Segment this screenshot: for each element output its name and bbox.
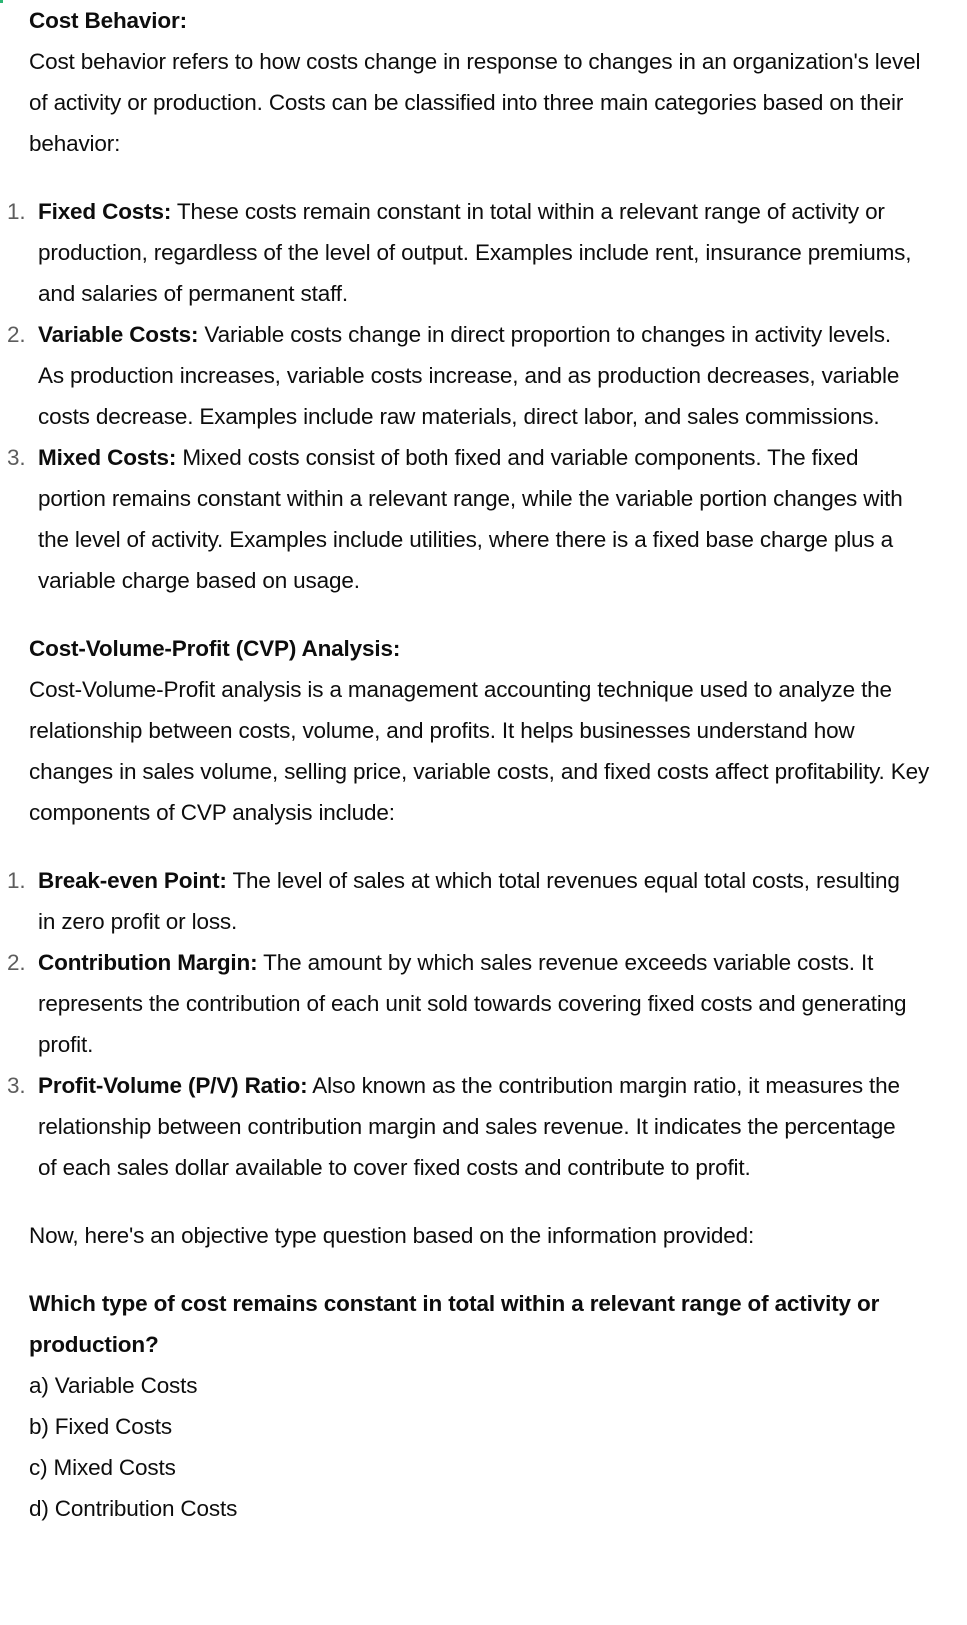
- list-term: Mixed Costs:: [38, 445, 177, 470]
- cost-behavior-list: [7, 191, 915, 601]
- list-text: Mixed costs consist of both fixed and variable components. The fixed portion remains constant within a relevant range, while the variable portion changes with the level of activity. Examples include utilities, where there is a fixed base charge plus a variable charge based on usage.: [38, 445, 903, 593]
- list-text: The amount by which sales revenue exceeds variable costs. It represents the contribution of each unit sold towards covering fixed costs and generating profit.: [38, 950, 907, 1057]
- list-term: Break-even Point:: [38, 868, 227, 893]
- list-term: Variable Costs:: [38, 322, 199, 347]
- corner-accent-mark: [0, 0, 3, 3]
- list-item-break-even-point: [7, 860, 915, 942]
- list-item-mixed-costs: [7, 437, 915, 601]
- list-item-contribution-margin: [7, 942, 915, 1065]
- cvp-list: [7, 860, 915, 1188]
- cost-behavior-heading: Cost Behavior:: [29, 8, 187, 33]
- option-b: b) Fixed Costs: [29, 1414, 172, 1439]
- list-text: Variable costs change in direct proportion to changes in activity levels. As production increases, variable costs increase, and as production decreases, variable costs decrease. Examples include raw materials, direct labor, and sales commissions.: [38, 322, 900, 429]
- option-a: a) Variable Costs: [29, 1373, 198, 1398]
- cvp-heading: Cost-Volume-Profit (CVP) Analysis:: [29, 636, 401, 661]
- option-d: d) Contribution Costs: [29, 1496, 238, 1521]
- list-item-fixed-costs: [7, 191, 915, 314]
- cost-behavior-intro: Cost behavior refers to how costs change in response to changes in an organization's level of activity or production. Costs can be classified into three main categories based on their behavior:: [29, 49, 921, 156]
- list-text: Also known as the contribution margin ratio, it measures the relationship between contribution margin and sales revenue. It indicates the percentage of each sales dollar available to cover fixed costs and contribute to profit.: [38, 1073, 900, 1180]
- question-prompt: Which type of cost remains constant in total within a relevant range of activity or production?: [29, 1291, 880, 1357]
- list-text: The level of sales at which total revenues equal total costs, resulting in zero profit or loss.: [38, 868, 900, 934]
- spacer: [29, 601, 937, 628]
- list-number: 3.: [7, 445, 26, 470]
- list-number: 1.: [7, 199, 26, 224]
- list-term: Profit-Volume (P/V) Ratio:: [38, 1073, 308, 1098]
- cvp-intro: Cost-Volume-Profit analysis is a management accounting technique used to analyze the relationship between costs, volume, and profits. It helps businesses understand how changes in sales volume, selling price, variable costs, and fixed costs affect profitability. Key components of CVP analysis include:: [29, 677, 930, 825]
- spacer: [29, 1256, 937, 1283]
- list-number: 2.: [7, 950, 26, 975]
- list-item-variable-costs: [7, 314, 915, 437]
- list-number: 1.: [7, 868, 26, 893]
- list-number: 3.: [7, 1073, 26, 1098]
- list-item-pv-ratio: [7, 1065, 915, 1188]
- spacer: [29, 164, 937, 191]
- list-number: 2.: [7, 322, 26, 347]
- spacer: [29, 833, 937, 860]
- question-lead: Now, here's an objective type question based on the information provided:: [29, 1223, 755, 1248]
- list-term: Fixed Costs:: [38, 199, 172, 224]
- option-c: c) Mixed Costs: [29, 1455, 176, 1480]
- spacer: [29, 1188, 937, 1215]
- list-term: Contribution Margin:: [38, 950, 258, 975]
- list-text: These costs remain constant in total within a relevant range of activity or production, regardless of the level of output. Examples include rent, insurance premiums, and salaries of permanent staff.: [38, 199, 912, 306]
